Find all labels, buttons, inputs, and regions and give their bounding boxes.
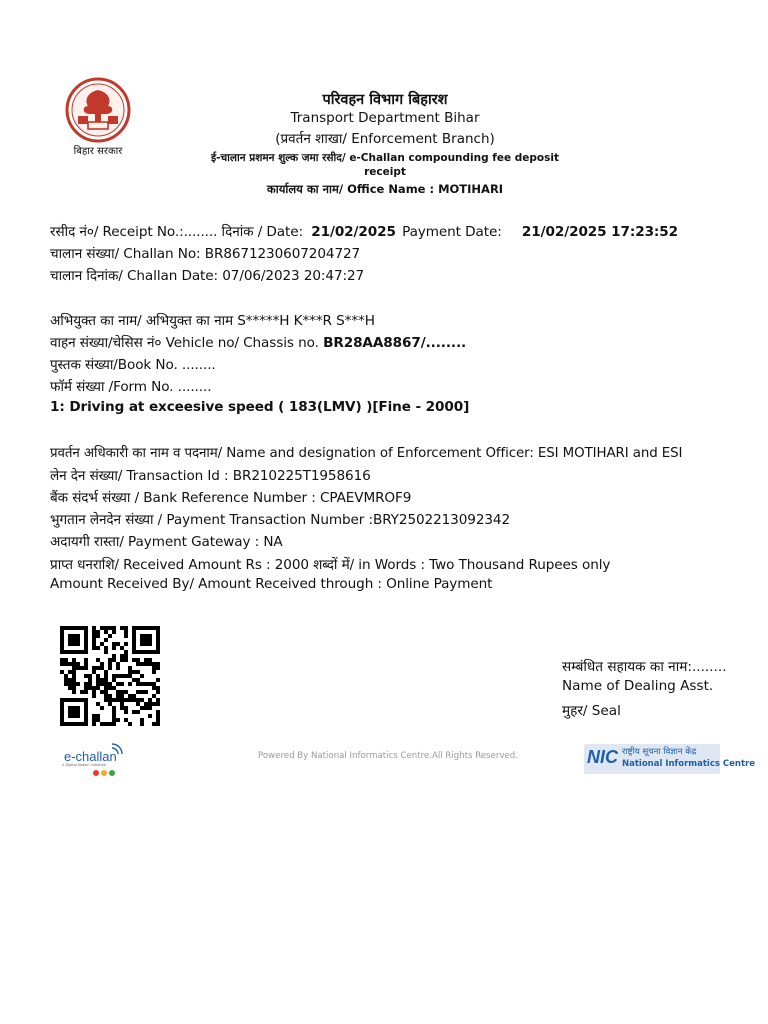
book-no: पुस्तक संख्या/Book No. ........: [50, 357, 216, 373]
vehicle-row: [50, 332, 466, 351]
logo-caption: बिहार सरकार: [73, 146, 123, 157]
vehicle-label: वाहन संख्या/चेसिस नं० Vehicle no/ Chassis no.: [50, 335, 319, 351]
receipt-date: 21/02/2025: [311, 224, 396, 240]
nic-hindi-name: राष्ट्रीय सूचना विज्ञान केंद्र: [622, 747, 697, 757]
bihar-emblem-logo: [62, 76, 144, 158]
payment-transaction-number: भुगतान लेनदेन संख्या / Payment Transaction Number :BRY2502213092342: [50, 512, 511, 528]
dealing-asst-english: Name of Dealing Asst.: [562, 678, 714, 694]
payment-gateway: अदायगी रास्ता/ Payment Gateway : NA: [50, 534, 283, 550]
form-no: फॉर्म संख्या /Form No. ........: [50, 379, 212, 395]
office-name: कार्यालय का नाम/ Office Name : MOTIHARI: [266, 182, 504, 196]
seal-label: मुहर/ Seal: [562, 703, 621, 719]
receipt-no-label: रसीद नं०/ Receipt No.:........ दिनांक / Date:: [50, 224, 303, 240]
receipt-title-cont: receipt: [364, 166, 406, 178]
echallan-tagline: A Digital Nation Initiative: [62, 763, 106, 767]
challan-no: चालान संख्या/ Challan No: BR8671230607204727: [50, 246, 361, 262]
dealing-asst-hindi: सम्बंधित सहायक का नाम:........: [562, 659, 727, 675]
vehicle-number: BR28AA8867/........: [323, 335, 467, 351]
nic-logo-text: NIC: [587, 747, 618, 767]
receipt-title: ई-चालान प्रशमन शुल्क जमा रसीद/ e-Challan compounding fee deposit: [211, 152, 559, 164]
transaction-id: लेन देन संख्या/ Transaction Id : BR210225T1958616: [50, 468, 371, 484]
dept-title-english: Transport Department Bihar: [290, 110, 480, 126]
accused-name: अभियुक्त का नाम/ अभियुक्त का नाम S*****H K***R S***H: [50, 313, 375, 329]
receipt-no-row: [50, 221, 678, 240]
branch-title: (प्रवर्तन शाखा/ Enforcement Branch): [275, 131, 495, 147]
enforcement-officer: प्रवर्तन अधिकारी का नाम व पदनाम/ Name and designation of Enforcement Officer: ESI MOTIHARI and ESI: [50, 446, 683, 461]
received-amount: प्राप्त धनराशि/ Received Amount Rs : 2000 शब्दों में/ in Words : Two Thousand Rupees only: [50, 557, 611, 573]
nic-english-name: National Informatics Centre: [622, 759, 755, 769]
amount-received-by: Amount Received By/ Amount Received through : Online Payment: [50, 576, 493, 592]
echallan-logo-text: e-challan: [64, 749, 117, 764]
bank-reference: बैंक संदर्भ संख्या / Bank Reference Number : CPAEVMROF9: [50, 490, 412, 506]
echallan-logo: [62, 742, 136, 780]
qr-code: [60, 626, 160, 726]
powered-by-footer: Powered By National Informatics Centre.All Rights Reserved.: [258, 751, 518, 761]
nic-logo: [584, 744, 755, 774]
offence-line: 1: Driving at exceesive speed ( 183(LMV) )[Fine - 2000]: [50, 399, 470, 415]
challan-date: चालान दिनांक/ Challan Date: 07/06/2023 20:47:27: [50, 268, 365, 284]
payment-date-label: Payment Date:: [402, 224, 502, 240]
dept-title-hindi: परिवहन विभाग बिहारश: [322, 92, 448, 108]
payment-datetime: 21/02/2025 17:23:52: [521, 224, 678, 240]
